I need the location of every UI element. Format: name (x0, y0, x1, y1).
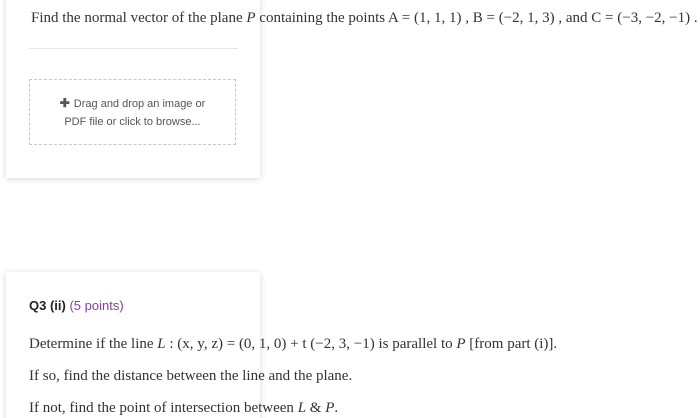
question-text-part: . (334, 400, 339, 416)
question-text-part: If not, find the point of intersection between (29, 400, 298, 416)
question-text-part: : (x, y, z) = (0, 1, 0) + t (−2, 3, −1) is parallel to (165, 336, 457, 352)
question-text-q3i (31, 10, 698, 27)
upload-instruction-text-2: PDF file or click to browse... (64, 116, 201, 128)
upload-instruction-text: Drag and drop an image or (73, 98, 206, 110)
question-text-line-3 (29, 400, 338, 417)
question-text-part: & (306, 400, 326, 416)
plus-icon: ✚ (59, 96, 70, 110)
math-variable: P (456, 336, 466, 352)
math-variable: L (157, 336, 166, 352)
question-text-part: Find the normal vector of the plane (31, 10, 247, 26)
points-badge: (5 points) (69, 298, 124, 313)
upload-line-1 (30, 94, 235, 113)
file-upload-dropzone[interactable] (29, 79, 236, 145)
question-text-part: containing the points A = (1, 1, 1) , B = (−2, 1, 3) , and C = (−3, −2, −1) . (255, 10, 698, 26)
question-text-part: Determine if the line (29, 336, 158, 352)
answer-divider (29, 48, 238, 49)
question-text-line-2: If so, find the distance between the line and the plane. (29, 368, 353, 384)
math-variable: L (297, 400, 307, 416)
math-variable: P (325, 400, 335, 416)
question-header-q3ii (29, 298, 124, 313)
question-text-line-1 (29, 336, 557, 353)
math-variable: P (246, 10, 256, 26)
question-label: Q3 (ii) (29, 298, 66, 313)
question-text-part: [from part (i)]. (465, 336, 558, 352)
